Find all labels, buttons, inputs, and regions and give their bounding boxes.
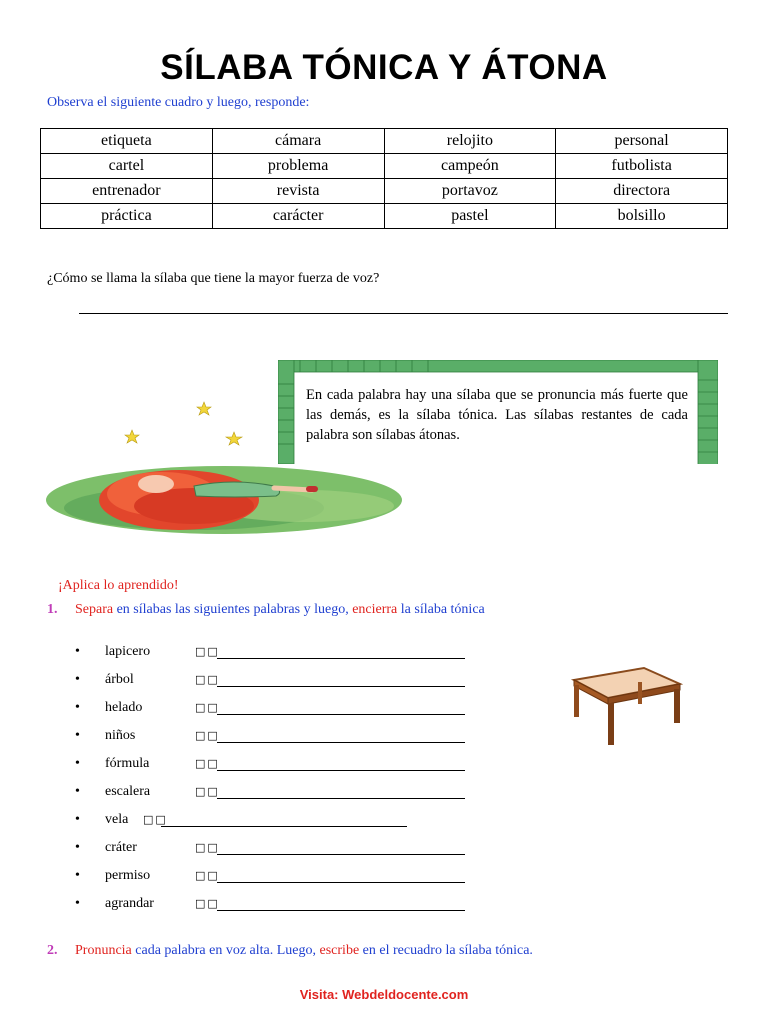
table-cell: problema [212, 154, 384, 179]
item-text: cada palabra en voz alta. Luego, [131, 943, 320, 958]
answer-line[interactable] [217, 770, 465, 771]
info-text: En cada palabra hay una sílaba que se pronuncia más fuerte que las demás, es la sílaba tónica. Las sílabas restantes de cada palabra son sílabas átonas. [306, 387, 688, 443]
answer-line[interactable] [217, 714, 465, 715]
instruction-item-2 [47, 943, 533, 959]
table-cell: práctica [41, 204, 213, 229]
table-cell: pastel [384, 204, 556, 229]
verb-escribe: escribe [319, 943, 360, 958]
table-cell: cámara [212, 129, 384, 154]
list-item [75, 641, 495, 669]
star-icon [125, 402, 242, 445]
item-number: 1. [47, 602, 58, 617]
instruction-text: Observa el siguiente cuadro y luego, responde: [47, 95, 310, 110]
table-cell: etiqueta [41, 129, 213, 154]
list-item [75, 865, 495, 893]
syllable-boxes[interactable]: □□ [195, 785, 220, 798]
word-label: cráter [105, 840, 137, 855]
item-text: en sílabas las siguientes palabras y luego, [113, 602, 353, 617]
list-item [75, 781, 495, 809]
table-cell: campeón [384, 154, 556, 179]
bullet: • [75, 700, 80, 715]
table-cell: futbolista [556, 154, 728, 179]
list-item [75, 809, 495, 837]
verb-encierra: encierra [352, 602, 398, 617]
table-cell: bolsillo [556, 204, 728, 229]
question-text: ¿Cómo se llama la sílaba que tiene la mayor fuerza de voz? [47, 271, 380, 286]
syllable-boxes[interactable]: □□ [195, 673, 220, 686]
table-cell: cartel [41, 154, 213, 179]
table-cell: directora [556, 179, 728, 204]
word-label: niños [105, 728, 136, 743]
list-item [75, 837, 495, 865]
bullet: • [75, 840, 80, 855]
list-item [75, 893, 495, 921]
syllable-boxes[interactable]: □□ [195, 757, 220, 770]
syllable-boxes[interactable]: □□ [143, 813, 168, 826]
answer-line[interactable] [217, 742, 465, 743]
syllable-boxes[interactable]: □□ [195, 729, 220, 742]
instruction-item-1 [47, 602, 485, 618]
bullet: • [75, 812, 80, 827]
table-row [41, 204, 728, 229]
bullet: • [75, 868, 80, 883]
table-cell: portavoz [384, 179, 556, 204]
answer-line[interactable] [217, 658, 465, 659]
syllable-boxes[interactable]: □□ [195, 869, 220, 882]
list-item [75, 753, 495, 781]
table-cell: revista [212, 179, 384, 204]
table-cell: carácter [212, 204, 384, 229]
girl-on-grass-illustration [44, 398, 414, 538]
list-item [75, 669, 495, 697]
table-row [41, 129, 728, 154]
bullet: • [75, 896, 80, 911]
word-list [75, 641, 495, 921]
table-row [41, 154, 728, 179]
syllable-boxes[interactable]: □□ [195, 701, 220, 714]
word-label: árbol [105, 672, 134, 687]
word-label: lapicero [105, 644, 151, 659]
word-label: vela [105, 812, 129, 827]
word-label: escalera [105, 784, 151, 799]
word-label: fórmula [105, 756, 150, 771]
table-cell: personal [556, 129, 728, 154]
table-cell: relojito [384, 129, 556, 154]
answer-line[interactable] [217, 910, 465, 911]
answer-line[interactable] [217, 798, 465, 799]
answer-line[interactable] [217, 854, 465, 855]
word-label: permiso [105, 868, 151, 883]
bullet: • [75, 672, 80, 687]
words-table [40, 128, 728, 229]
bullet: • [75, 644, 80, 659]
answer-line[interactable] [161, 826, 407, 827]
answer-line[interactable] [217, 686, 465, 687]
verb-separa: Separa [75, 602, 114, 617]
footer-link[interactable]: Visita: Webdeldocente.com [299, 987, 469, 1002]
page-title: SÍLABA TÓNICA Y ÁTONA [160, 48, 608, 87]
answer-line[interactable] [217, 882, 465, 883]
word-label: agrandar [105, 896, 154, 911]
syllable-boxes[interactable]: □□ [195, 645, 220, 658]
list-item [75, 725, 495, 753]
item-text: la sílaba tónica [397, 602, 485, 617]
bullet: • [75, 756, 80, 771]
bullet: • [75, 728, 80, 743]
item-number: 2. [47, 943, 58, 958]
table-illustration [568, 666, 683, 748]
item-text: en el recuadro la sílaba tónica. [359, 943, 533, 958]
syllable-boxes[interactable]: □□ [195, 897, 220, 910]
apply-heading: ¡Aplica lo aprendido! [58, 578, 179, 593]
list-item [75, 697, 495, 725]
word-label: helado [105, 700, 143, 715]
table-cell: entrenador [41, 179, 213, 204]
table-row [41, 179, 728, 204]
answer-line[interactable] [79, 313, 728, 314]
bullet: • [75, 784, 80, 799]
verb-pronuncia: Pronuncia [75, 943, 132, 958]
syllable-boxes[interactable]: □□ [195, 841, 220, 854]
